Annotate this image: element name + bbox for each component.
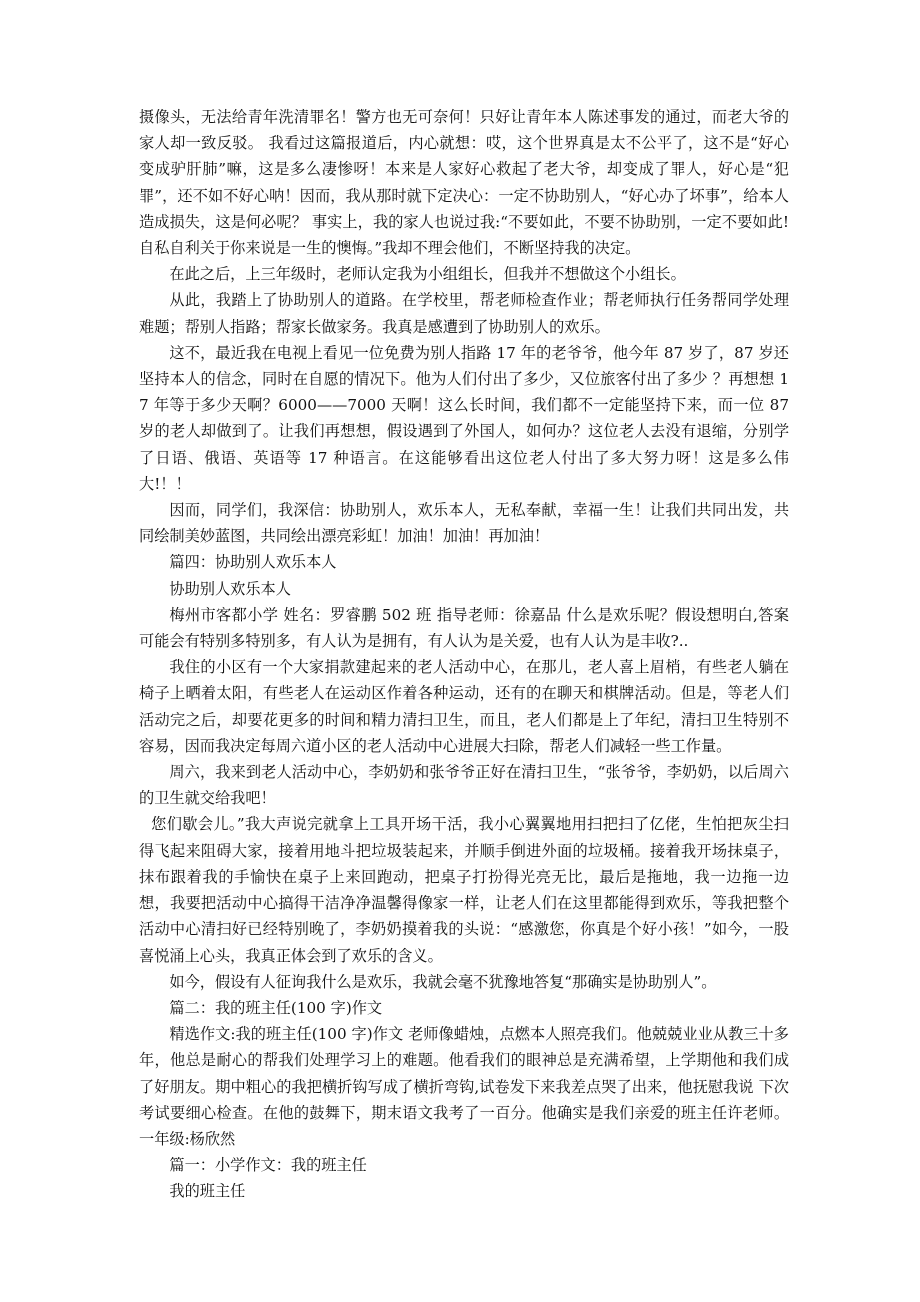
- document-page: [139, 104, 789, 1205]
- section-heading-two: 篇二：我的班主任(100 字)作文: [169, 998, 383, 1017]
- paragraph-saturday: 周六，我来到老人活动中心，李奶奶和张爷爷正好在清扫卫生，“张爷爷，李奶奶，以后周六的卫生就交给我吧！: [139, 763, 789, 808]
- paragraph-continuation: 摄像头，无法给青年洗清罪名！警方也无可奈何！只好让青年本人陈述事发的通过，而老大爷的家人却一致反驳。 我看过这篇报道后，内心就想：哎，这个世界真是太不公平了，这不是“好心变成驴肝肺”嘛，这是多么凄惨呀！本来是人家好心救起了老大爷，却变成了罪人，好心是“犯罪”，还不如不好心呐！因而，我从那时就下定决心：一定不协助别人，“好心办了坏事”，给本人造成损失，这是何必呢？ 事实上，我的家人也说过我:“不要如此，不要不协助别，一定不要如此!自私自利关于你来说是一生的懊悔。”我却不理会他们，不断坚持我的决定。: [139, 108, 789, 258]
- paragraph-meaning-of-joy: 如今，假设有人征询我什么是欢乐，我就会毫不犹豫地答复“那确实是协助别人”。: [169, 972, 717, 991]
- essay-title-head-teacher: 我的班主任: [169, 1182, 246, 1201]
- essay-title: 协助别人欢乐本人: [169, 579, 291, 598]
- section-heading-one: 篇一：小学作文：我的班主任: [169, 1156, 367, 1175]
- section-heading-four: 篇四：协助别人欢乐本人: [169, 553, 337, 572]
- paragraph-cleaning: 您们歇会儿。”我大声说完就拿上工具开场干活，我小心翼翼地用扫把扫了亿佬，生怕把灰尘扫得飞起来阻碍大家，接着用地斗把垃圾装起来，并顺手倒进外面的垃圾桶。接着我开场抹桌子，抹布跟着我的手愉快在桌子上来回跑动，把桌子打扮得光亮无比，最后是拖地，我一边拖一边想，我要把活动中心搞得干洁净净温馨得像家一样，让老人们在这里都能得到欢乐，等我把整个活动中心清扫好已经特别晚了，李奶奶摸着我的头说：“感激您，你真是个好小孩！”如今，一股喜悦涌上心头，我真正体会到了欢乐的含义。: [139, 815, 789, 965]
- paragraph-helping-path: 从此，我踏上了协助别人的道路。在学校里，帮老师检查作业；帮老师执行任务帮同学处理难题；帮别人指路；帮家长做家务。我真是感遭到了协助别人的欢乐。: [139, 291, 789, 336]
- paragraph-author-info: 梅州市客都小学 姓名：罗睿鹏 502 班 指导老师：徐嘉品 什么是欢乐呢？假设想明白,答案可能会有特别多特别多，有人认为是拥有，有人认为是关爱，也有人认为是丰收?..: [139, 605, 789, 651]
- paragraph-old-grandpa: 这不，最近我在电视上看见一位免费为别人指路 17 年的老爷爷，他今年 87 岁了，87 岁还坚持本人的信念，同时在自愿的情况下。他为人们付出了多少，又位旅客付出了多少 ？再想想 17 年等于多少天啊？6000——7000 天啊！这么长时间，我们都不一定能坚持下来，而一位 87 岁的老人却做到了。让我们再想想，假设遇到了外国人，如何办？这位老人去没有退缩，分别学了日语、俄语、英语等 17 种语言。在这能够看出这位老人付出了多大努力呀！这是多么伟大!！！: [139, 343, 789, 493]
- paragraph-activity-center: 我住的小区有一个大家捐款建起来的老人活动中心，在那儿，老人喜上眉梢，有些老人躺在椅子上晒着太阳，有些老人在运动区作着各种运动，还有的在聊天和棋牌活动。但是，等老人们活动完之后，却要花更多的时间和精力清扫卫生，而且，老人们都是上了年纪，清扫卫生特别不容易，因而我决定每周六道小区的老人活动中心进展大扫除，帮老人们减轻一些工作量。: [139, 658, 789, 755]
- paragraph-conclusion: 因而，同学们，我深信：协助别人，欢乐本人，无私奉献，幸福一生！让我们共同出发，共同绘制美妙蓝图，共同绘出漂亮彩虹！加油！加油！再加油！: [139, 501, 789, 546]
- paragraph-third-grade: 在此之后，上三年级时，老师认定我为小组组长，但我并不想做这个小组长。: [169, 265, 686, 284]
- paragraph-head-teacher: 精选作文:我的班主任(100 字)作文 老师像蜡烛，点燃本人照亮我们。他兢兢业业从教三十多年，他总是耐心的帮我们处理学习上的难题。他看我们的眼神总是充满希望，上学期他和我们成了好朋友。期中粗心的我把横折钩写成了横折弯钩,试卷发下来我差点哭了出来，他抚慰我说 下次考试要细心检查。在他的鼓舞下，期末语文我考了一百分。他确实是我们亲爱的班主任许老师。一年级:杨欣然: [139, 1025, 789, 1148]
